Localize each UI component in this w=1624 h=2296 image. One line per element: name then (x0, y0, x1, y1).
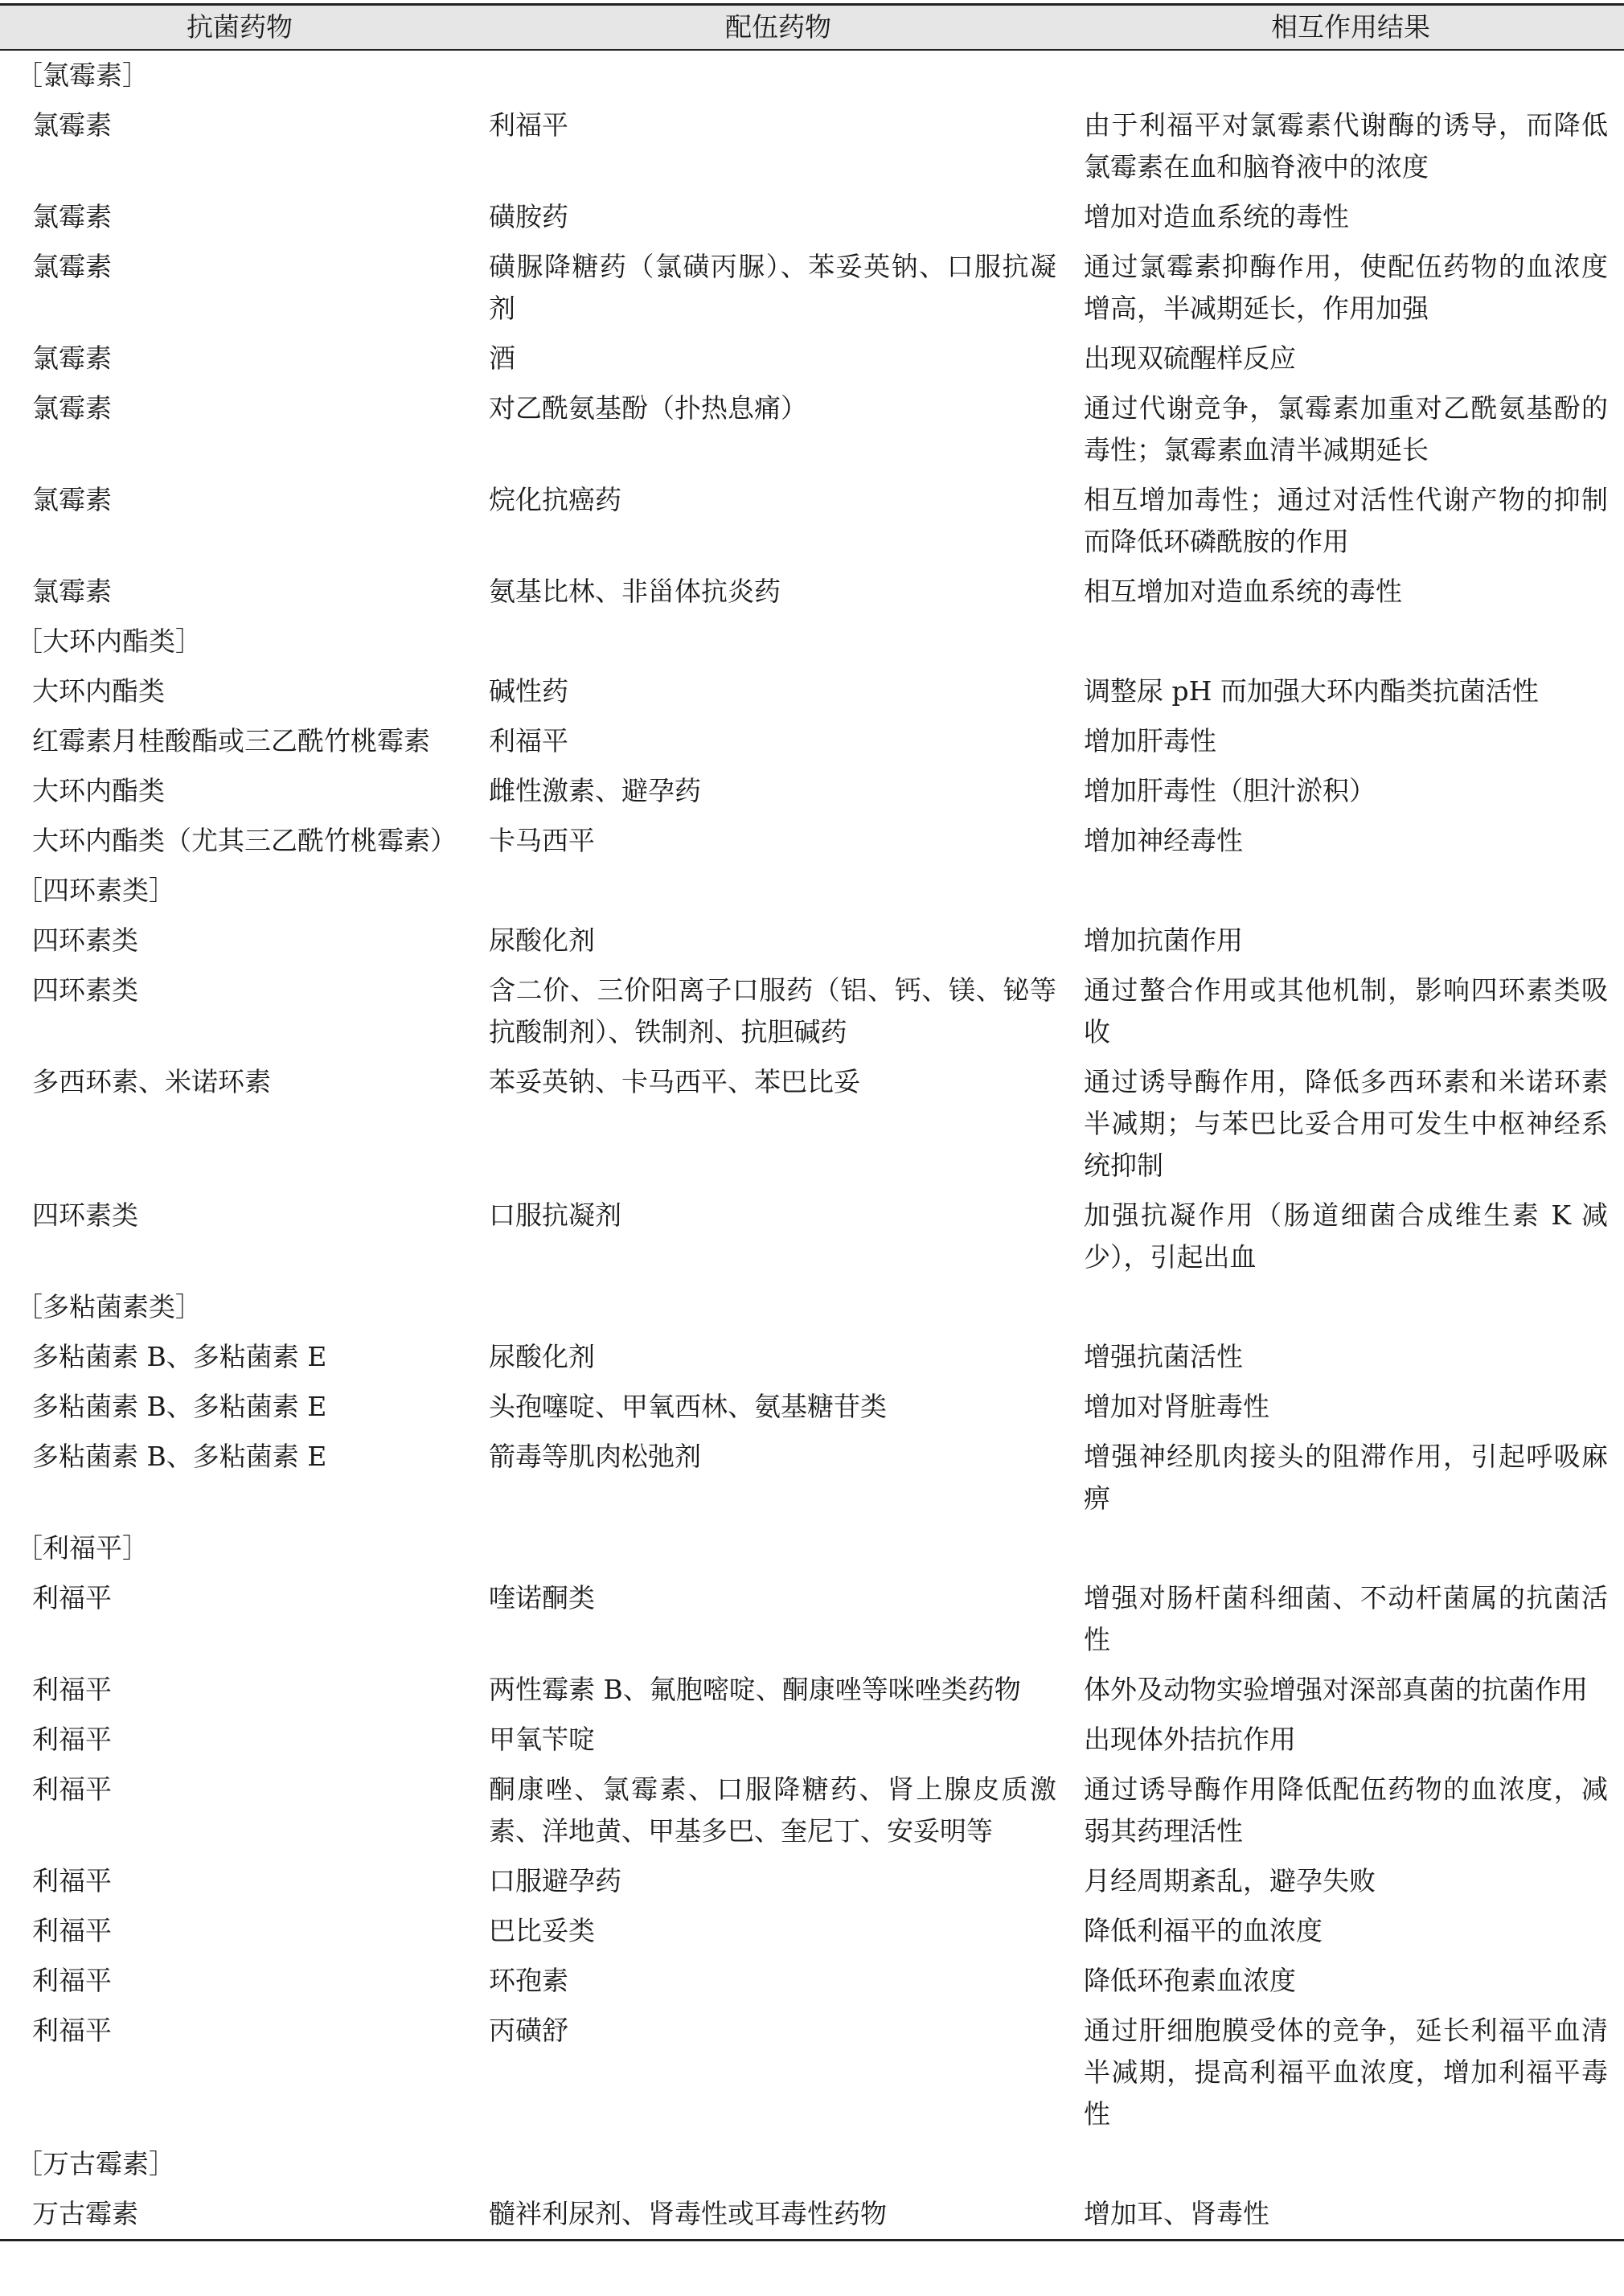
combination-drug-cell: 雌性激素、避孕药 (489, 775, 701, 806)
category-row (0, 1523, 1624, 1573)
antibacterial-drug-cell: 氯霉素 (32, 201, 112, 232)
table-row (0, 334, 1624, 383)
category-heading: ［氯霉素］ (16, 59, 149, 91)
table-row (0, 1191, 1624, 1282)
category-heading: ［四环素类］ (16, 875, 175, 906)
interaction-result-cell: 增加肝毒性 (1084, 725, 1216, 756)
interaction-result-cell: 加强抗凝作用（肠道细菌合成维生素 K 减少），引起出血 (1084, 1199, 1608, 1273)
antibacterial-drug-cell: 氯霉素 (32, 251, 112, 282)
interaction-result-cell: 增加肝毒性（胆汁淤积） (1084, 775, 1376, 806)
combination-drug-cell: 尿酸化剂 (489, 1341, 595, 1372)
table-row (0, 475, 1624, 567)
combination-drug-cell: 苯妥英钠、卡马西平、苯巴比妥 (489, 1066, 860, 1097)
interaction-result-cell: 调整尿 pH 而加强大环内酯类抗菌活性 (1084, 675, 1539, 707)
table-row (0, 1665, 1624, 1715)
interaction-result-cell: 通过诱导酶作用，降低多西环素和米诺环素半减期；与苯巴比妥合用可发生中枢神经系统抑制 (1084, 1066, 1608, 1181)
table-row (0, 666, 1624, 716)
combination-drug-cell: 利福平 (489, 109, 568, 141)
interaction-result-cell: 增强神经肌肉接头的阻滞作用，引起呼吸麻痹 (1084, 1441, 1608, 1514)
interaction-result-cell: 增加耳、肾毒性 (1077, 2189, 1624, 2241)
combination-drug-cell: 利福平 (489, 725, 568, 756)
table-row (0, 242, 1624, 334)
interaction-result-cell: 降低利福平的血浓度 (1084, 1915, 1323, 1946)
table-row (0, 816, 1624, 866)
combination-drug-cell: 酒 (489, 342, 515, 374)
interaction-result-cell: 出现双硫醒样反应 (1084, 342, 1296, 374)
combination-drug-cell: 巴比妥类 (489, 1915, 595, 1946)
table-row (0, 1432, 1624, 1523)
antibacterial-drug-cell: 大环内酯类（尤其三乙酰竹桃霉素） (32, 825, 457, 856)
antibacterial-drug-cell: 利福平 (32, 1674, 112, 1705)
interaction-result-cell: 增加抗菌作用 (1084, 925, 1243, 956)
combination-drug-cell: 烷化抗癌药 (489, 484, 621, 515)
antibacterial-drug-cell: 利福平 (32, 1582, 112, 1613)
combination-drug-cell: 含二价、三价阳离子口服药（铝、钙、镁、铋等抗酸制剂）、铁制剂、抗胆碱药 (489, 974, 1056, 1048)
antibacterial-drug-cell: 红霉素月桂酸酯或三乙酰竹桃霉素 (32, 725, 430, 756)
table-row (0, 1856, 1624, 1906)
interaction-result-cell: 相互增加毒性；通过对活性代谢产物的抑制而降低环磷酰胺的作用 (1084, 484, 1608, 557)
antibacterial-drug-cell: 万古霉素 (0, 2189, 479, 2241)
combination-drug-cell: 磺胺药 (489, 201, 568, 232)
table-row (0, 383, 1624, 475)
antibacterial-drug-cell: 利福平 (32, 1865, 112, 1896)
interaction-result-cell: 通过肝细胞膜受体的竞争，延长利福平血清半减期，提高利福平血浓度，增加利福平毒性 (1084, 2015, 1608, 2130)
combination-drug-cell: 头孢噻啶、甲氧西林、氨基糖苷类 (489, 1391, 887, 1422)
antibacterial-drug-cell: 氯霉素 (32, 576, 112, 607)
antibacterial-drug-cell: 利福平 (32, 1965, 112, 1996)
combination-drug-cell: 磺脲降糖药（氯磺丙脲）、苯妥英钠、口服抗凝剂 (489, 251, 1056, 324)
antibacterial-drug-cell: 利福平 (32, 1915, 112, 1946)
table-row (0, 1382, 1624, 1432)
header-combination: 配伍药物 (479, 5, 1077, 51)
interaction-result-cell: 通过代谢竞争，氯霉素加重对乙酰氨基酚的毒性；氯霉素血清半减期延长 (1084, 392, 1608, 465)
interaction-result-cell: 由于利福平对氯霉素代谢酶的诱导，而降低氯霉素在血和脑脊液中的浓度 (1084, 109, 1608, 182)
category-heading: ［万古霉素］ (16, 2148, 175, 2179)
antibacterial-drug-cell: 大环内酯类 (32, 675, 165, 707)
antibacterial-drug-cell: 利福平 (32, 1724, 112, 1755)
antibacterial-drug-cell: 利福平 (32, 1773, 112, 1805)
interaction-result-cell: 增加神经毒性 (1084, 825, 1243, 856)
interaction-result-cell: 通过氯霉素抑酶作用，使配伍药物的血浓度增高，半减期延长，作用加强 (1084, 251, 1608, 324)
combination-drug-cell: 喹诺酮类 (489, 1582, 595, 1613)
combination-drug-cell: 氨基比林、非甾体抗炎药 (489, 576, 781, 607)
combination-drug-cell: 酮康唑、氯霉素、口服降糖药、肾上腺皮质激素、洋地黄、甲基多巴、奎尼丁、安妥明等 (489, 1773, 1056, 1847)
table-row (0, 916, 1624, 966)
antibacterial-drug-cell: 四环素类 (32, 974, 138, 1006)
interaction-result-cell: 增加对造血系统的毒性 (1084, 201, 1349, 232)
table-row (0, 1332, 1624, 1382)
antibacterial-drug-cell: 氯霉素 (32, 392, 112, 424)
combination-drug-cell: 口服抗凝剂 (489, 1199, 621, 1231)
antibacterial-drug-cell: 氯霉素 (32, 342, 112, 374)
table-row (0, 1765, 1624, 1856)
table-row (0, 567, 1624, 617)
combination-drug-cell: 对乙酰氨基酚（扑热息痛） (489, 392, 807, 424)
category-row (0, 617, 1624, 666)
combination-drug-cell: 口服避孕药 (489, 1865, 621, 1896)
category-heading: ［多粘菌素类］ (16, 1291, 202, 1322)
header-antibacterial: 抗菌药物 (0, 5, 479, 51)
combination-drug-cell: 环孢素 (489, 1965, 568, 1996)
antibacterial-drug-cell: 四环素类 (32, 1199, 138, 1231)
antibacterial-drug-cell: 多粘菌素 B、多粘菌素 E (32, 1341, 327, 1372)
drug-interaction-table (0, 3, 1624, 2241)
header-result: 相互作用结果 (1077, 5, 1624, 51)
category-heading: ［大环内酯类］ (16, 625, 202, 657)
header-row (0, 5, 1624, 51)
interaction-result-cell: 增强对肠杆菌科细菌、不动杆菌属的抗菌活性 (1084, 1582, 1608, 1655)
table-row (0, 2006, 1624, 2139)
combination-drug-cell: 卡马西平 (489, 825, 595, 856)
antibacterial-drug-cell: 利福平 (32, 2015, 112, 2046)
table-body (0, 50, 1624, 2241)
table-row (0, 766, 1624, 816)
interaction-result-cell: 体外及动物实验增强对深部真菌的抗菌作用 (1084, 1674, 1588, 1705)
antibacterial-drug-cell: 大环内酯类 (32, 775, 165, 806)
combination-drug-cell: 尿酸化剂 (489, 925, 595, 956)
antibacterial-drug-cell: 多粘菌素 B、多粘菌素 E (32, 1441, 327, 1472)
table-row (0, 1573, 1624, 1665)
table-row (0, 2189, 1624, 2241)
table-row (0, 1906, 1624, 1956)
category-row (0, 1282, 1624, 1332)
category-row (0, 50, 1624, 100)
interaction-result-cell: 通过诱导酶作用降低配伍药物的血浓度，减弱其药理活性 (1084, 1773, 1608, 1847)
antibacterial-drug-cell: 多粘菌素 B、多粘菌素 E (32, 1391, 327, 1422)
table-row (0, 1715, 1624, 1765)
antibacterial-drug-cell: 氯霉素 (32, 484, 112, 515)
antibacterial-drug-cell: 四环素类 (32, 925, 138, 956)
category-row (0, 2139, 1624, 2189)
interaction-result-cell: 增加对肾脏毒性 (1084, 1391, 1269, 1422)
interaction-result-cell: 增强抗菌活性 (1084, 1341, 1243, 1372)
antibacterial-drug-cell: 多西环素、米诺环素 (32, 1066, 271, 1097)
table-row (0, 1057, 1624, 1191)
interaction-result-cell: 出现体外拮抗作用 (1084, 1724, 1296, 1755)
antibacterial-drug-cell: 氯霉素 (32, 109, 112, 141)
table-row (0, 100, 1624, 192)
combination-drug-cell: 甲氧苄啶 (489, 1724, 595, 1755)
table-row (0, 966, 1624, 1057)
category-heading: ［利福平］ (16, 1532, 149, 1564)
combination-drug-cell: 碱性药 (489, 675, 568, 707)
table-row (0, 1956, 1624, 2006)
interaction-result-cell: 降低环孢素血浓度 (1084, 1965, 1296, 1996)
table-row (0, 192, 1624, 242)
interaction-result-cell: 相互增加对造血系统的毒性 (1084, 576, 1402, 607)
category-row (0, 866, 1624, 916)
table-row (0, 716, 1624, 766)
combination-drug-cell: 箭毒等肌肉松弛剂 (489, 1441, 701, 1472)
combination-drug-cell: 髓袢利尿剂、肾毒性或耳毒性药物 (479, 2189, 1077, 2241)
combination-drug-cell: 丙磺舒 (489, 2015, 568, 2046)
combination-drug-cell: 两性霉素 B、氟胞嘧啶、酮康唑等咪唑类药物 (489, 1674, 1021, 1705)
interaction-result-cell: 月经周期紊乱，避孕失败 (1084, 1865, 1376, 1896)
interaction-result-cell: 通过螯合作用或其他机制，影响四环素类吸收 (1084, 974, 1608, 1048)
